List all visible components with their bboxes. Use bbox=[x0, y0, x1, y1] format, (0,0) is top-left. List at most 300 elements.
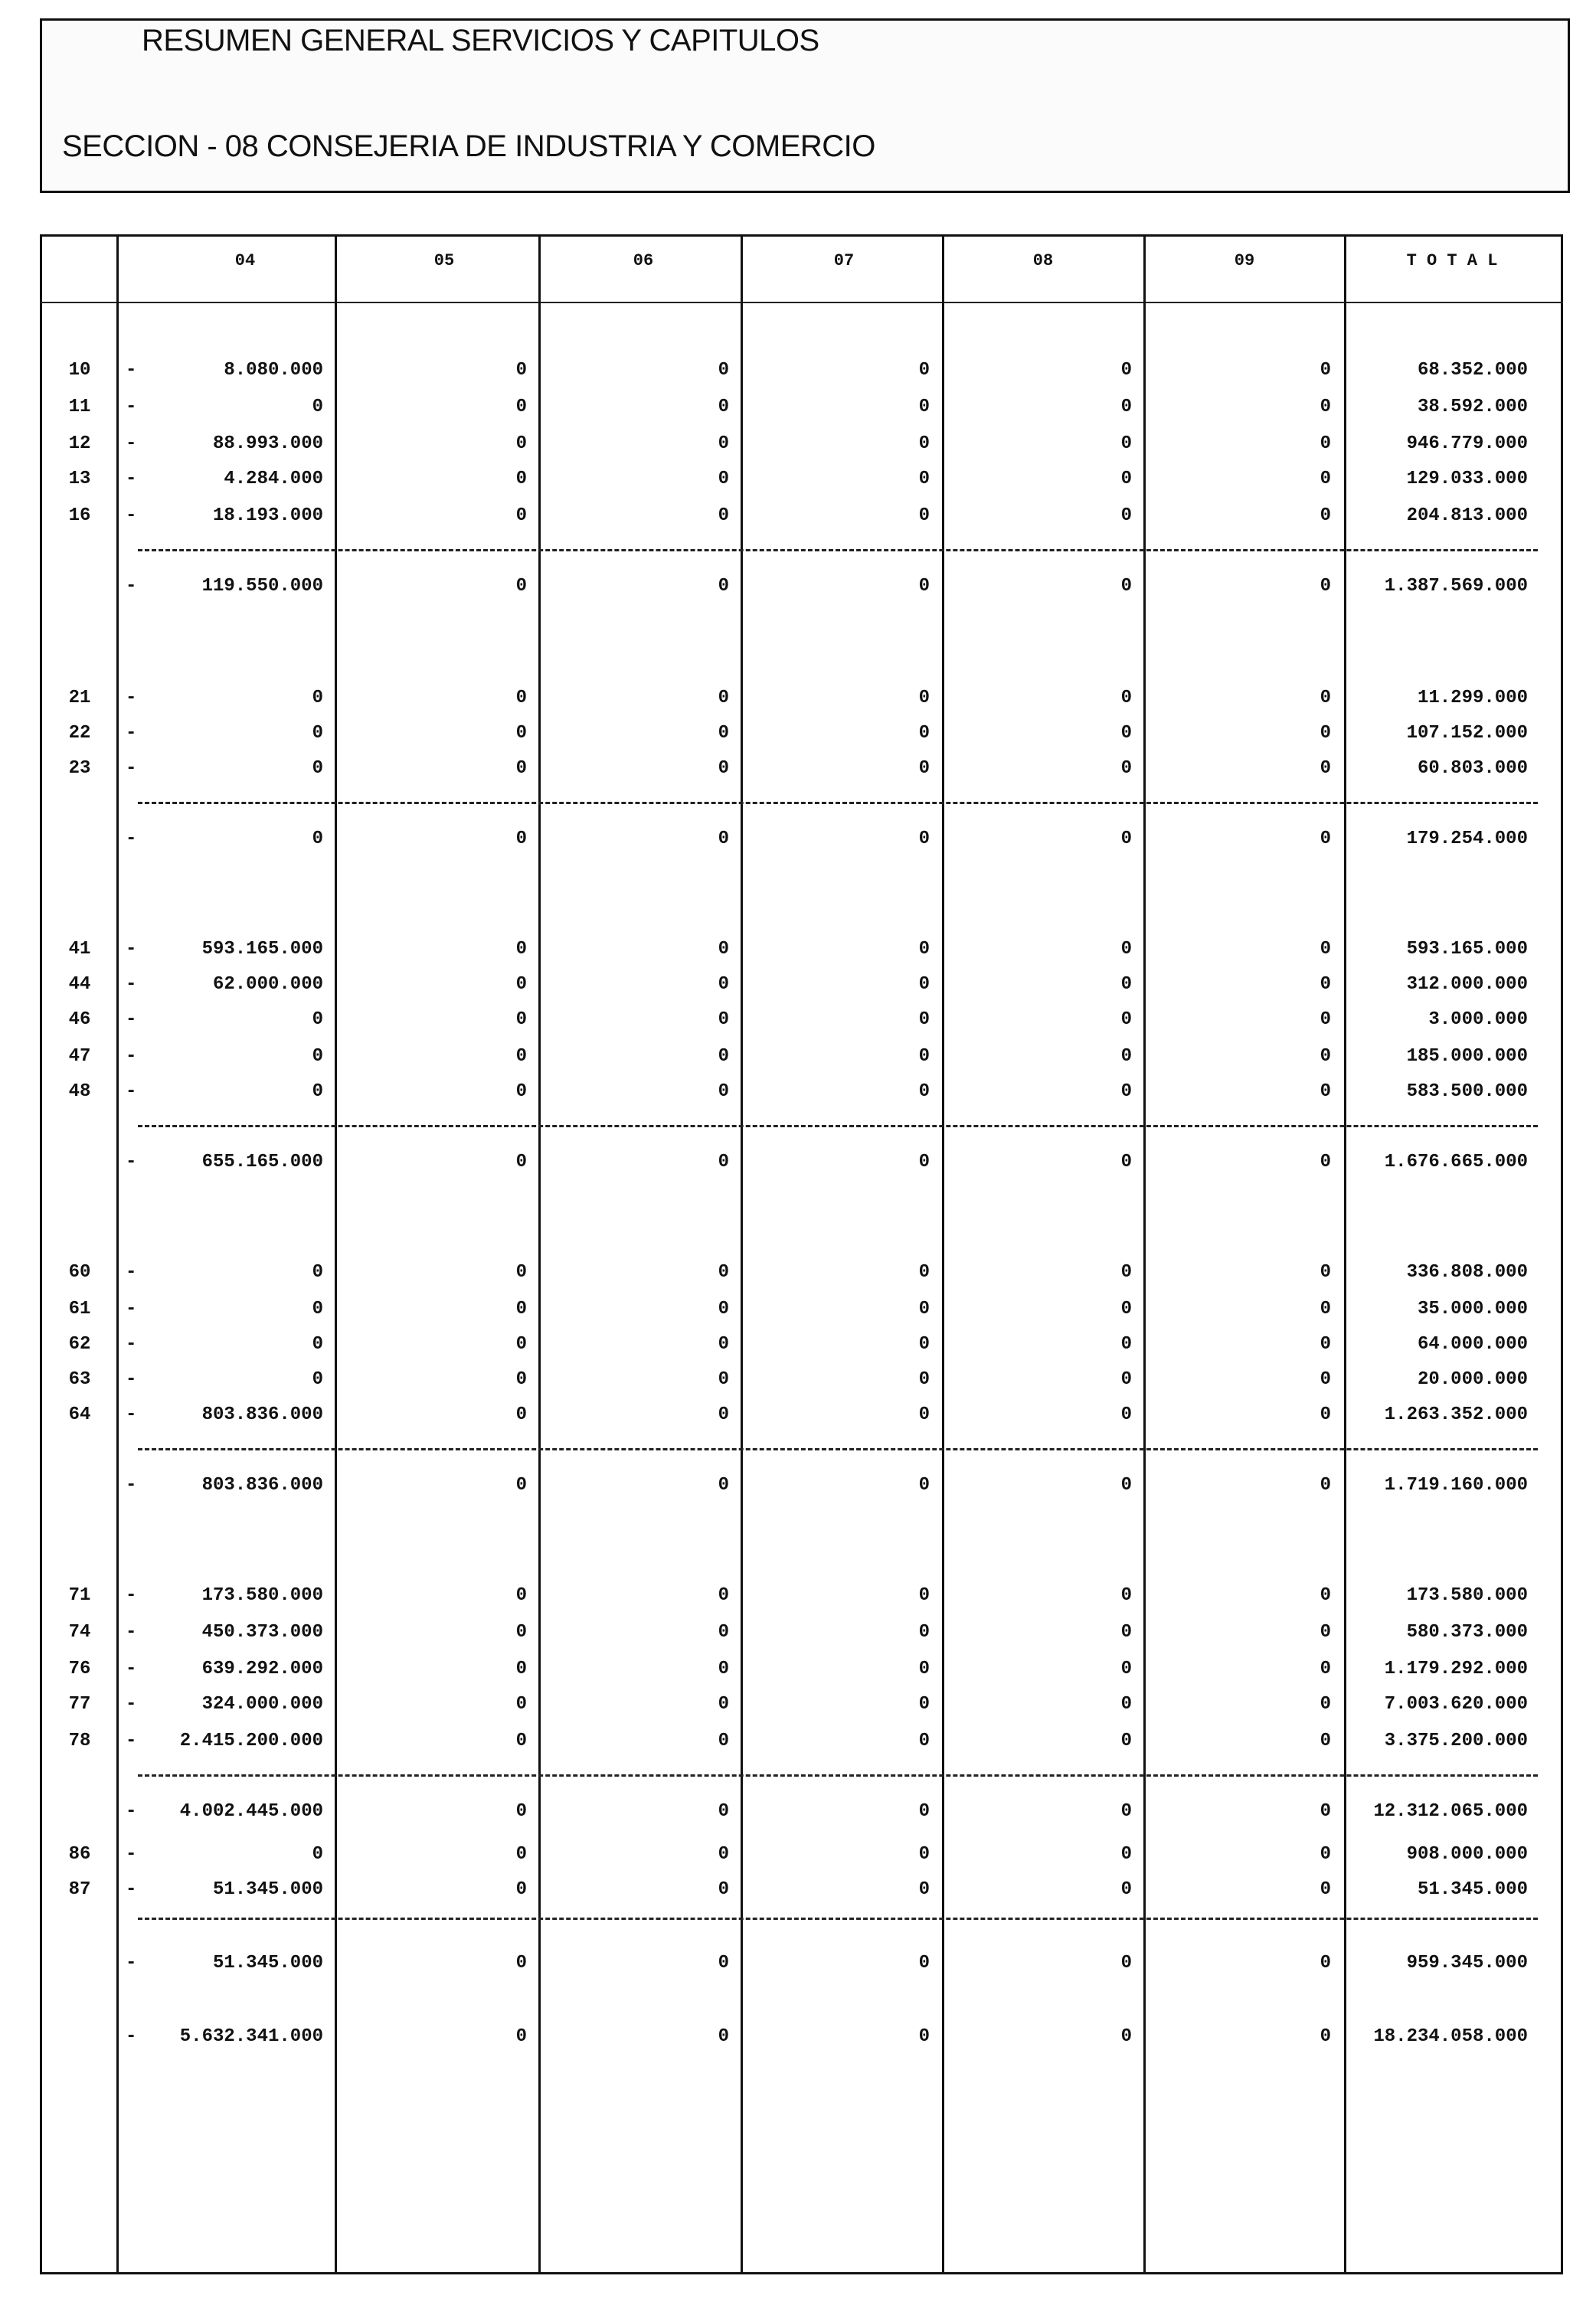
row-dash: - bbox=[126, 1801, 137, 1822]
table-cell: 0 bbox=[1120, 1475, 1132, 1496]
row-dash: - bbox=[126, 505, 137, 526]
subtotal-divider bbox=[138, 1918, 1538, 1920]
table-cell: 60.803.000 bbox=[1417, 758, 1528, 779]
table-cell: 0 bbox=[918, 1844, 930, 1865]
table-cell: 0 bbox=[918, 1262, 930, 1283]
row-label: 23 bbox=[68, 758, 91, 779]
table-cell: 11.299.000 bbox=[1417, 688, 1528, 708]
table-cell: 2.415.200.000 bbox=[179, 1731, 323, 1751]
table-cell: 0 bbox=[1120, 1953, 1132, 1973]
table-cell: 0 bbox=[1120, 1299, 1132, 1319]
table-cell: 0 bbox=[1320, 1801, 1331, 1822]
table-cell: 0 bbox=[1120, 1694, 1132, 1715]
table-cell: 0 bbox=[515, 1879, 527, 1900]
table-cell: 1.179.292.000 bbox=[1384, 1659, 1528, 1679]
table-cell: 0 bbox=[918, 974, 930, 995]
row-label: 13 bbox=[68, 469, 91, 489]
table-cell: 0 bbox=[1320, 1009, 1331, 1030]
table-cell: 946.779.000 bbox=[1406, 433, 1528, 454]
table-cell: 0 bbox=[918, 1953, 930, 1973]
table-cell: 639.292.000 bbox=[201, 1659, 323, 1679]
table-cell: 0 bbox=[1120, 1659, 1132, 1679]
table-cell: 0 bbox=[312, 758, 323, 779]
row-dash: - bbox=[126, 1731, 137, 1751]
row-dash: - bbox=[126, 939, 137, 960]
row-label: 77 bbox=[68, 1694, 91, 1715]
table-cell: 0 bbox=[918, 1299, 930, 1319]
table-cell: 88.993.000 bbox=[212, 433, 323, 454]
table-cell: 18.234.058.000 bbox=[1373, 2026, 1528, 2047]
table-cell: 0 bbox=[1320, 2026, 1331, 2047]
table-cell: 7.003.620.000 bbox=[1384, 1694, 1528, 1715]
table-cell: 0 bbox=[312, 397, 323, 417]
row-dash: - bbox=[126, 1404, 137, 1425]
table-cell: 204.813.000 bbox=[1406, 505, 1528, 526]
row-dash: - bbox=[126, 723, 137, 744]
table-cell: 0 bbox=[718, 360, 729, 381]
table-cell: 0 bbox=[1120, 974, 1132, 995]
table-cell: 0 bbox=[718, 2026, 729, 2047]
row-label: 12 bbox=[68, 433, 91, 454]
row-dash: - bbox=[126, 1046, 137, 1067]
subtotal-divider bbox=[138, 802, 1538, 804]
table-cell: 0 bbox=[312, 1262, 323, 1283]
row-label: 63 bbox=[68, 1369, 91, 1390]
table-cell: 0 bbox=[515, 974, 527, 995]
table-cell: 0 bbox=[312, 688, 323, 708]
table-cell: 185.000.000 bbox=[1406, 1046, 1528, 1067]
subtotal-divider bbox=[138, 1448, 1538, 1450]
header-box bbox=[40, 18, 1570, 193]
table-cell: 0 bbox=[1120, 397, 1132, 417]
table-cell: 0 bbox=[1320, 1152, 1331, 1172]
table-cell: 0 bbox=[918, 1694, 930, 1715]
column-header: 08 bbox=[1032, 251, 1054, 270]
row-dash: - bbox=[126, 1334, 137, 1355]
table-cell: 0 bbox=[918, 939, 930, 960]
row-label: 22 bbox=[68, 723, 91, 744]
row-dash: - bbox=[126, 974, 137, 995]
table-cell: 4.002.445.000 bbox=[179, 1801, 323, 1822]
row-label: 21 bbox=[68, 688, 91, 708]
table-cell: 959.345.000 bbox=[1406, 1953, 1528, 1973]
row-label: 10 bbox=[68, 360, 91, 381]
header-separator bbox=[40, 302, 1563, 303]
row-dash: - bbox=[126, 576, 137, 597]
table-cell: 0 bbox=[918, 1369, 930, 1390]
table-cell: 0 bbox=[312, 1299, 323, 1319]
table-cell: 62.000.000 bbox=[212, 974, 323, 995]
row-label: 78 bbox=[68, 1731, 91, 1751]
subtotal-divider bbox=[138, 1125, 1538, 1127]
table-cell: 0 bbox=[718, 1801, 729, 1822]
row-dash: - bbox=[126, 758, 137, 779]
table-cell: 0 bbox=[1120, 360, 1132, 381]
table-cell: 0 bbox=[515, 1334, 527, 1355]
row-dash: - bbox=[126, 1262, 137, 1283]
table-cell: 0 bbox=[718, 1369, 729, 1390]
table-cell: 0 bbox=[1320, 1369, 1331, 1390]
table-cell: 8.080.000 bbox=[224, 360, 323, 381]
table-cell: 0 bbox=[918, 1801, 930, 1822]
table-cell: 0 bbox=[718, 1879, 729, 1900]
row-dash: - bbox=[126, 1844, 137, 1865]
table-cell: 18.193.000 bbox=[212, 505, 323, 526]
table-cell: 0 bbox=[515, 433, 527, 454]
row-dash: - bbox=[126, 1152, 137, 1172]
row-dash: - bbox=[126, 1299, 137, 1319]
table-cell: 0 bbox=[918, 829, 930, 849]
table-cell: 0 bbox=[718, 1081, 729, 1102]
table-cell: 0 bbox=[1120, 1731, 1132, 1751]
table-cell: 0 bbox=[515, 1585, 527, 1606]
table-cell: 583.500.000 bbox=[1406, 1081, 1528, 1102]
table-cell: 0 bbox=[918, 758, 930, 779]
table-cell: 0 bbox=[718, 1262, 729, 1283]
table-cell: 324.000.000 bbox=[201, 1694, 323, 1715]
table-cell: 0 bbox=[1320, 433, 1331, 454]
table-cell: 0 bbox=[515, 1731, 527, 1751]
table-cell: 0 bbox=[312, 1009, 323, 1030]
table-cell: 593.165.000 bbox=[1406, 939, 1528, 960]
row-label: 76 bbox=[68, 1659, 91, 1679]
table-cell: 0 bbox=[918, 688, 930, 708]
table-cell: 0 bbox=[515, 1953, 527, 1973]
row-dash: - bbox=[126, 1369, 137, 1390]
table-cell: 0 bbox=[1320, 688, 1331, 708]
table-cell: 0 bbox=[718, 505, 729, 526]
row-dash: - bbox=[126, 360, 137, 381]
table-cell: 0 bbox=[1320, 1585, 1331, 1606]
table-cell: 450.373.000 bbox=[201, 1622, 323, 1643]
table-cell: 0 bbox=[515, 758, 527, 779]
table-cell: 0 bbox=[1320, 505, 1331, 526]
table-cell: 803.836.000 bbox=[201, 1404, 323, 1425]
table-cell: 0 bbox=[312, 1081, 323, 1102]
table-cell: 0 bbox=[718, 576, 729, 597]
table-cell: 0 bbox=[515, 939, 527, 960]
subtotal-divider bbox=[138, 1774, 1538, 1777]
table-cell: 0 bbox=[1120, 1585, 1132, 1606]
column-header: T O T A L bbox=[1406, 251, 1498, 270]
table-cell: 1.719.160.000 bbox=[1384, 1475, 1528, 1496]
table-cell: 0 bbox=[1320, 1731, 1331, 1751]
table-cell: 0 bbox=[918, 1081, 930, 1102]
table-cell: 0 bbox=[312, 1046, 323, 1067]
table-cell: 64.000.000 bbox=[1417, 1334, 1528, 1355]
table-cell: 0 bbox=[1120, 829, 1132, 849]
row-dash: - bbox=[126, 1081, 137, 1102]
table-cell: 1.263.352.000 bbox=[1384, 1404, 1528, 1425]
row-label: 47 bbox=[68, 1046, 91, 1067]
table-cell: 0 bbox=[718, 1585, 729, 1606]
table-cell: 35.000.000 bbox=[1417, 1299, 1528, 1319]
table-cell: 0 bbox=[1320, 360, 1331, 381]
row-dash: - bbox=[126, 469, 137, 489]
table-cell: 0 bbox=[1320, 1334, 1331, 1355]
column-divider bbox=[1143, 234, 1146, 2274]
table-cell: 0 bbox=[515, 829, 527, 849]
table-cell: 0 bbox=[515, 1009, 527, 1030]
table-cell: 0 bbox=[515, 360, 527, 381]
table-cell: 0 bbox=[1120, 1081, 1132, 1102]
row-dash: - bbox=[126, 1475, 137, 1496]
table-cell: 0 bbox=[718, 1404, 729, 1425]
table-cell: 0 bbox=[1320, 1694, 1331, 1715]
row-dash: - bbox=[126, 1009, 137, 1030]
table-cell: 0 bbox=[515, 1801, 527, 1822]
column-header: 06 bbox=[633, 251, 654, 270]
table-cell: 0 bbox=[718, 1953, 729, 1973]
table-cell: 0 bbox=[515, 576, 527, 597]
table-cell: 0 bbox=[515, 1046, 527, 1067]
table-cell: 0 bbox=[918, 505, 930, 526]
table-cell: 0 bbox=[918, 1879, 930, 1900]
table-cell: 0 bbox=[1120, 576, 1132, 597]
table-cell: 4.284.000 bbox=[224, 469, 323, 489]
table-cell: 0 bbox=[1120, 688, 1132, 708]
table-cell: 0 bbox=[918, 1334, 930, 1355]
row-label: 61 bbox=[68, 1299, 91, 1319]
table-cell: 0 bbox=[918, 1622, 930, 1643]
table-cell: 803.836.000 bbox=[201, 1475, 323, 1496]
row-dash: - bbox=[126, 1953, 137, 1973]
table-cell: 0 bbox=[1120, 1046, 1132, 1067]
row-label: 86 bbox=[68, 1844, 91, 1865]
table-cell: 0 bbox=[312, 1369, 323, 1390]
table-cell: 0 bbox=[718, 1475, 729, 1496]
table-cell: 0 bbox=[1320, 469, 1331, 489]
table-cell: 0 bbox=[918, 360, 930, 381]
table-cell: 0 bbox=[718, 1009, 729, 1030]
table-cell: 0 bbox=[718, 1299, 729, 1319]
row-dash: - bbox=[126, 829, 137, 849]
table-cell: 0 bbox=[918, 1152, 930, 1172]
table-cell: 0 bbox=[718, 1694, 729, 1715]
table-cell: 5.632.341.000 bbox=[179, 2026, 323, 2047]
table-cell: 0 bbox=[515, 688, 527, 708]
table-cell: 0 bbox=[1320, 1953, 1331, 1973]
row-label: 16 bbox=[68, 505, 91, 526]
row-dash: - bbox=[126, 433, 137, 454]
table-cell: 129.033.000 bbox=[1406, 469, 1528, 489]
column-header: 09 bbox=[1234, 251, 1255, 270]
table-cell: 0 bbox=[1320, 723, 1331, 744]
table-cell: 0 bbox=[918, 723, 930, 744]
table-cell: 0 bbox=[1320, 1404, 1331, 1425]
row-dash: - bbox=[126, 1585, 137, 1606]
table-cell: 0 bbox=[1320, 1844, 1331, 1865]
table-cell: 0 bbox=[718, 758, 729, 779]
table-cell: 0 bbox=[515, 1475, 527, 1496]
table-cell: 0 bbox=[1120, 1369, 1132, 1390]
column-divider bbox=[942, 234, 944, 2274]
row-dash: - bbox=[126, 688, 137, 708]
table-cell: 0 bbox=[1320, 1046, 1331, 1067]
table-cell: 593.165.000 bbox=[201, 939, 323, 960]
table-cell: 580.373.000 bbox=[1406, 1622, 1528, 1643]
table-cell: 0 bbox=[312, 723, 323, 744]
table-cell: 0 bbox=[1120, 1334, 1132, 1355]
table-cell: 0 bbox=[515, 2026, 527, 2047]
table-cell: 0 bbox=[1120, 1262, 1132, 1283]
table-cell: 0 bbox=[515, 505, 527, 526]
row-dash: - bbox=[126, 1659, 137, 1679]
table-cell: 0 bbox=[718, 1659, 729, 1679]
table-cell: 68.352.000 bbox=[1417, 360, 1528, 381]
table-cell: 0 bbox=[1320, 1081, 1331, 1102]
table-cell: 0 bbox=[1120, 1622, 1132, 1643]
table-cell: 0 bbox=[718, 829, 729, 849]
row-label: 74 bbox=[68, 1622, 91, 1643]
table-cell: 0 bbox=[918, 1009, 930, 1030]
table-cell: 0 bbox=[1320, 1622, 1331, 1643]
table-cell: 0 bbox=[515, 1694, 527, 1715]
table-cell: 0 bbox=[718, 397, 729, 417]
table-cell: 173.580.000 bbox=[201, 1585, 323, 1606]
table-cell: 0 bbox=[515, 1659, 527, 1679]
table-cell: 0 bbox=[515, 1369, 527, 1390]
row-label: 48 bbox=[68, 1081, 91, 1102]
column-header: 07 bbox=[833, 251, 855, 270]
subtotal-divider bbox=[138, 549, 1538, 551]
table-cell: 0 bbox=[1120, 505, 1132, 526]
row-label: 46 bbox=[68, 1009, 91, 1030]
row-dash: - bbox=[126, 1622, 137, 1643]
table-cell: 0 bbox=[515, 469, 527, 489]
table-cell: 0 bbox=[515, 723, 527, 744]
table-cell: 0 bbox=[515, 1844, 527, 1865]
table-cell: 51.345.000 bbox=[212, 1879, 323, 1900]
table-cell: 0 bbox=[718, 433, 729, 454]
table-cell: 0 bbox=[1120, 1009, 1132, 1030]
table-cell: 107.152.000 bbox=[1406, 723, 1528, 744]
table-cell: 0 bbox=[1320, 1262, 1331, 1283]
table-cell: 0 bbox=[718, 1152, 729, 1172]
table-cell: 0 bbox=[1320, 397, 1331, 417]
column-divider bbox=[538, 234, 541, 2274]
row-label: 64 bbox=[68, 1404, 91, 1425]
table-cell: 0 bbox=[918, 1475, 930, 1496]
table-cell: 0 bbox=[515, 397, 527, 417]
table-cell: 0 bbox=[312, 829, 323, 849]
column-header: 05 bbox=[433, 251, 455, 270]
table-cell: 0 bbox=[515, 1152, 527, 1172]
table-cell: 0 bbox=[1320, 758, 1331, 779]
table-cell: 0 bbox=[918, 469, 930, 489]
table-cell: 51.345.000 bbox=[212, 1953, 323, 1973]
row-label: 62 bbox=[68, 1334, 91, 1355]
table-cell: 0 bbox=[1320, 1475, 1331, 1496]
table-cell: 0 bbox=[1120, 1801, 1132, 1822]
table-cell: 312.000.000 bbox=[1406, 974, 1528, 995]
row-label: 60 bbox=[68, 1262, 91, 1283]
table-cell: 0 bbox=[918, 1404, 930, 1425]
table-cell: 336.808.000 bbox=[1406, 1262, 1528, 1283]
column-divider bbox=[741, 234, 743, 2274]
row-label: 87 bbox=[68, 1879, 91, 1900]
table-cell: 0 bbox=[918, 576, 930, 597]
column-divider bbox=[116, 234, 119, 2274]
table-cell: 0 bbox=[918, 1585, 930, 1606]
table-cell: 0 bbox=[918, 1731, 930, 1751]
table-cell: 0 bbox=[1320, 974, 1331, 995]
table-cell: 908.000.000 bbox=[1406, 1844, 1528, 1865]
table-cell: 1.387.569.000 bbox=[1384, 576, 1528, 597]
section-title: SECCION - 08 CONSEJERIA DE INDUSTRIA Y COMERCIO bbox=[62, 129, 875, 163]
table-cell: 0 bbox=[918, 1659, 930, 1679]
table-cell: 3.000.000 bbox=[1428, 1009, 1528, 1030]
table-cell: 0 bbox=[1120, 1404, 1132, 1425]
table-cell: 0 bbox=[1320, 576, 1331, 597]
table-cell: 0 bbox=[918, 1046, 930, 1067]
row-label: 71 bbox=[68, 1585, 91, 1606]
table-cell: 0 bbox=[718, 1731, 729, 1751]
table-cell: 0 bbox=[718, 1046, 729, 1067]
table-cell: 173.580.000 bbox=[1406, 1585, 1528, 1606]
table-cell: 0 bbox=[718, 723, 729, 744]
table-cell: 0 bbox=[1120, 1844, 1132, 1865]
table-cell: 0 bbox=[1120, 723, 1132, 744]
table-cell: 0 bbox=[1120, 469, 1132, 489]
table-cell: 0 bbox=[718, 939, 729, 960]
table-cell: 51.345.000 bbox=[1417, 1879, 1528, 1900]
table-cell: 0 bbox=[515, 1404, 527, 1425]
table-cell: 0 bbox=[515, 1262, 527, 1283]
table-cell: 0 bbox=[718, 974, 729, 995]
table-cell: 1.676.665.000 bbox=[1384, 1152, 1528, 1172]
table-cell: 179.254.000 bbox=[1406, 829, 1528, 849]
table-cell: 20.000.000 bbox=[1417, 1369, 1528, 1390]
row-dash: - bbox=[126, 397, 137, 417]
row-label: 44 bbox=[68, 974, 91, 995]
table-cell: 0 bbox=[1320, 829, 1331, 849]
table-cell: 0 bbox=[515, 1081, 527, 1102]
table-cell: 119.550.000 bbox=[201, 576, 323, 597]
table-cell: 0 bbox=[918, 433, 930, 454]
row-dash: - bbox=[126, 1694, 137, 1715]
row-label: 41 bbox=[68, 939, 91, 960]
table-cell: 0 bbox=[718, 1334, 729, 1355]
table-cell: 0 bbox=[1120, 758, 1132, 779]
table-cell: 0 bbox=[1120, 433, 1132, 454]
table-cell: 655.165.000 bbox=[201, 1152, 323, 1172]
table-cell: 0 bbox=[1120, 1879, 1132, 1900]
row-dash: - bbox=[126, 2026, 137, 2047]
table-cell: 0 bbox=[1320, 1299, 1331, 1319]
table-cell: 0 bbox=[1120, 939, 1132, 960]
table-cell: 0 bbox=[515, 1622, 527, 1643]
table-cell: 0 bbox=[918, 2026, 930, 2047]
row-dash: - bbox=[126, 1879, 137, 1900]
table-cell: 12.312.065.000 bbox=[1373, 1801, 1528, 1822]
table-cell: 0 bbox=[1120, 1152, 1132, 1172]
table-cell: 0 bbox=[718, 1622, 729, 1643]
table-cell: 0 bbox=[312, 1844, 323, 1865]
column-divider bbox=[335, 234, 337, 2274]
table-cell: 0 bbox=[718, 469, 729, 489]
table-cell: 3.375.200.000 bbox=[1384, 1731, 1528, 1751]
table-cell: 0 bbox=[515, 1299, 527, 1319]
table-cell: 0 bbox=[1320, 1659, 1331, 1679]
table-cell: 0 bbox=[1320, 1879, 1331, 1900]
table-cell: 0 bbox=[718, 1844, 729, 1865]
table-cell: 0 bbox=[1320, 939, 1331, 960]
column-header: 04 bbox=[234, 251, 256, 270]
table-cell: 38.592.000 bbox=[1417, 397, 1528, 417]
table-cell: 0 bbox=[1120, 2026, 1132, 2047]
report-title: RESUMEN GENERAL SERVICIOS Y CAPITULOS bbox=[142, 24, 819, 57]
